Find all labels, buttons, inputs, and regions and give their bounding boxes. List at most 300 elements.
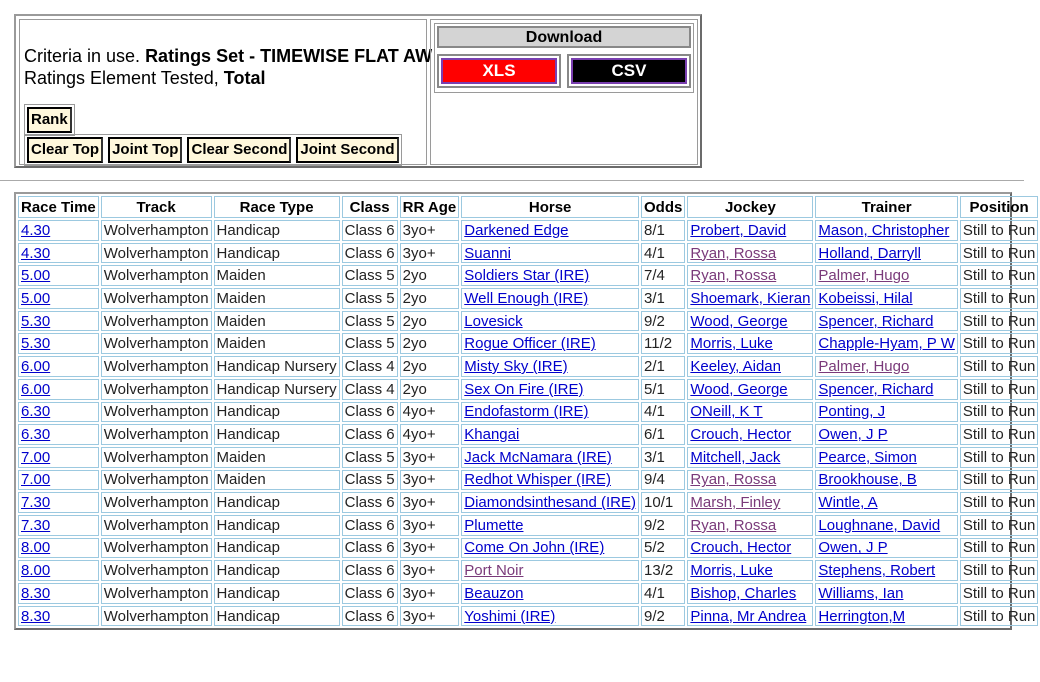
csv-label: CSV	[611, 61, 647, 80]
rr-age-cell: 3yo+	[400, 606, 460, 627]
odds-cell: 10/1	[641, 492, 685, 513]
position-cell: Still to Run	[960, 356, 1039, 377]
odds-cell: 5/1	[641, 379, 685, 400]
header-class: Class	[342, 196, 398, 218]
class-cell: Class 5	[342, 311, 398, 332]
rr-age-cell: 2yo	[400, 333, 460, 354]
race-time-link[interactable]: 8.30	[21, 584, 51, 602]
class-cell: Class 4	[342, 379, 398, 400]
race-time-link[interactable]: 7.30	[21, 516, 51, 534]
jockey-link[interactable]: Crouch, Hector	[690, 426, 792, 444]
jockey-cell	[687, 220, 813, 241]
horse-link[interactable]: Rogue Officer (IRE)	[464, 335, 596, 353]
criteria-box	[19, 19, 433, 165]
table-row	[18, 606, 1038, 627]
track-cell: Wolverhampton	[101, 379, 212, 400]
track-cell: Wolverhampton	[101, 470, 212, 491]
horse-link[interactable]: Darkened Edge	[464, 221, 569, 239]
table-row	[18, 470, 1038, 491]
race-time-link[interactable]: 4.30	[21, 244, 51, 262]
jockey-link[interactable]: Keeley, Aidan	[690, 357, 781, 375]
track-cell: Wolverhampton	[101, 311, 212, 332]
trainer-link[interactable]: Stephens, Robert	[818, 562, 936, 580]
jockey-link[interactable]: Ryan, Rossa	[690, 267, 777, 285]
trainer-cell	[815, 288, 957, 309]
rr-age-cell: 3yo+	[400, 515, 460, 536]
horse-link[interactable]: Come On John (IRE)	[464, 539, 605, 557]
race-time-link[interactable]: 5.30	[21, 312, 51, 330]
horse-cell	[461, 220, 639, 241]
trainer-link[interactable]: Mason, Christopher	[818, 221, 950, 239]
race-time-link[interactable]: 8.30	[21, 607, 51, 625]
horse-cell	[461, 333, 639, 354]
horse-link[interactable]: Redhot Whisper (IRE)	[464, 471, 611, 489]
table-row	[18, 424, 1038, 445]
race-type-cell: Handicap	[214, 606, 340, 627]
results-body	[18, 220, 1038, 626]
class-cell: Class 6	[342, 243, 398, 264]
race-time-link[interactable]: 6.00	[21, 380, 51, 398]
race-type-cell: Handicap	[214, 492, 340, 513]
race-time-link[interactable]: 6.30	[21, 403, 51, 421]
jockey-link[interactable]: Pinna, Mr Andrea	[690, 607, 807, 625]
table-row	[18, 288, 1038, 309]
horse-cell	[461, 379, 639, 400]
horse-link[interactable]: Khangai	[464, 426, 520, 444]
trainer-link[interactable]: Wintle, A	[818, 494, 878, 512]
header-track: Track	[101, 196, 212, 218]
jockey-link[interactable]: Crouch, Hector	[690, 539, 792, 557]
table-row	[18, 447, 1038, 468]
jockey-cell	[687, 265, 813, 286]
track-cell: Wolverhampton	[101, 356, 212, 377]
class-cell: Class 6	[342, 606, 398, 627]
race-time-cell	[18, 424, 99, 445]
header-jockey: Jockey	[687, 196, 813, 218]
race-type-cell: Handicap	[214, 515, 340, 536]
rank-button[interactable]: Rank	[27, 107, 72, 133]
horse-cell	[461, 515, 639, 536]
position-cell: Still to Run	[960, 447, 1039, 468]
position-cell: Still to Run	[960, 220, 1039, 241]
position-filter-box	[24, 134, 402, 166]
horse-cell	[461, 424, 639, 445]
rank-button-box	[24, 104, 75, 136]
results-table-container	[14, 192, 1036, 630]
class-cell: Class 6	[342, 538, 398, 559]
position-cell: Still to Run	[960, 288, 1039, 309]
horse-cell	[461, 402, 639, 423]
race-time-link[interactable]: 4.30	[21, 221, 51, 239]
header-odds: Odds	[641, 196, 685, 218]
header-position: Position	[960, 196, 1039, 218]
class-cell: Class 6	[342, 515, 398, 536]
jockey-cell	[687, 447, 813, 468]
position-cell: Still to Run	[960, 560, 1039, 581]
race-type-cell: Maiden	[214, 288, 340, 309]
position-cell: Still to Run	[960, 333, 1039, 354]
jockey-link[interactable]: Ryan, Rossa	[690, 471, 777, 489]
trainer-link[interactable]: Owen, J P	[818, 539, 888, 557]
table-row	[18, 356, 1038, 377]
race-type-cell: Maiden	[214, 311, 340, 332]
jockey-cell	[687, 379, 813, 400]
race-type-cell: Maiden	[214, 333, 340, 354]
table-header-row	[18, 196, 1038, 218]
race-type-cell: Handicap	[214, 402, 340, 423]
trainer-link[interactable]: Chapple-Hyam, P W	[818, 335, 955, 353]
trainer-link[interactable]: Ponting, J	[818, 403, 886, 421]
race-time-cell	[18, 560, 99, 581]
ratings-set-value: Ratings Set - TIMEWISE FLAT AW	[145, 46, 433, 66]
race-type-cell: Handicap Nursery	[214, 356, 340, 377]
race-time-link[interactable]: 5.00	[21, 289, 51, 307]
track-cell: Wolverhampton	[101, 402, 212, 423]
track-cell: Wolverhampton	[101, 333, 212, 354]
odds-cell: 7/4	[641, 265, 685, 286]
criteria-ratings-set	[24, 46, 432, 67]
race-type-cell: Handicap	[214, 560, 340, 581]
class-cell: Class 6	[342, 492, 398, 513]
clear-second-button[interactable]: Clear Second	[187, 137, 291, 163]
joint-top-button[interactable]: Joint Top	[108, 137, 182, 163]
race-type-cell: Maiden	[214, 470, 340, 491]
position-cell: Still to Run	[960, 243, 1039, 264]
position-cell: Still to Run	[960, 492, 1039, 513]
horse-cell	[461, 538, 639, 559]
horse-cell	[461, 447, 639, 468]
jockey-link[interactable]: Shoemark, Kieran	[690, 289, 811, 307]
jockey-cell	[687, 606, 813, 627]
horse-cell	[461, 606, 639, 627]
jockey-cell	[687, 492, 813, 513]
jockey-link[interactable]: Marsh, Finley	[690, 494, 781, 512]
jockey-link[interactable]: Wood, George	[690, 312, 788, 330]
horse-cell	[461, 311, 639, 332]
download-title: Download	[437, 26, 691, 48]
jockey-cell	[687, 470, 813, 491]
horse-link[interactable]: Plumette	[464, 516, 524, 534]
header-horse: Horse	[461, 196, 639, 218]
trainer-cell	[815, 333, 957, 354]
trainer-cell	[815, 492, 957, 513]
joint-second-button[interactable]: Joint Second	[296, 137, 398, 163]
trainer-cell	[815, 470, 957, 491]
jockey-cell	[687, 402, 813, 423]
horse-link[interactable]: Endofastorm (IRE)	[464, 403, 589, 421]
table-row	[18, 560, 1038, 581]
trainer-link[interactable]: Owen, J P	[818, 426, 888, 444]
odds-cell: 3/1	[641, 447, 685, 468]
horse-link[interactable]: Lovesick	[464, 312, 523, 330]
horse-link[interactable]: Port Noir	[464, 562, 524, 580]
class-cell: Class 5	[342, 447, 398, 468]
class-cell: Class 6	[342, 583, 398, 604]
position-cell: Still to Run	[960, 470, 1039, 491]
position-cell: Still to Run	[960, 265, 1039, 286]
race-time-cell	[18, 583, 99, 604]
rr-age-cell: 3yo+	[400, 220, 460, 241]
header-trainer: Trainer	[815, 196, 957, 218]
race-time-link[interactable]: 8.00	[21, 539, 51, 557]
class-cell: Class 6	[342, 220, 398, 241]
table-row	[18, 311, 1038, 332]
race-time-link[interactable]: 7.00	[21, 471, 51, 489]
horse-link[interactable]: Sex On Fire (IRE)	[464, 380, 584, 398]
position-cell: Still to Run	[960, 379, 1039, 400]
track-cell: Wolverhampton	[101, 288, 212, 309]
race-time-link[interactable]: 5.30	[21, 335, 51, 353]
jockey-link[interactable]: Ryan, Rossa	[690, 516, 777, 534]
horse-link[interactable]: Misty Sky (IRE)	[464, 357, 568, 375]
jockey-link[interactable]: ONeill, K T	[690, 403, 763, 421]
race-time-cell	[18, 515, 99, 536]
trainer-cell	[815, 515, 957, 536]
trainer-cell	[815, 265, 957, 286]
horse-link[interactable]: Jack McNamara (IRE)	[464, 448, 612, 466]
rr-age-cell: 3yo+	[400, 470, 460, 491]
header-race-time: Race Time	[18, 196, 99, 218]
xls-label: XLS	[482, 61, 516, 80]
trainer-link[interactable]: Spencer, Richard	[818, 312, 934, 330]
table-row	[18, 515, 1038, 536]
odds-cell: 3/1	[641, 288, 685, 309]
horse-cell	[461, 583, 639, 604]
table-row	[18, 333, 1038, 354]
download-inner	[434, 23, 694, 93]
race-type-cell: Handicap	[214, 538, 340, 559]
rr-age-cell: 3yo+	[400, 447, 460, 468]
jockey-cell	[687, 356, 813, 377]
horse-link[interactable]: Beauzon	[464, 584, 524, 602]
position-cell: Still to Run	[960, 538, 1039, 559]
race-time-cell	[18, 492, 99, 513]
jockey-cell	[687, 583, 813, 604]
odds-cell: 2/1	[641, 356, 685, 377]
horse-link[interactable]: Yoshimi (IRE)	[464, 607, 556, 625]
class-cell: Class 4	[342, 356, 398, 377]
trainer-link[interactable]: Brookhouse, B	[818, 471, 917, 489]
trainer-link[interactable]: Herrington,M	[818, 607, 906, 625]
odds-cell: 13/2	[641, 560, 685, 581]
race-type-cell: Maiden	[214, 265, 340, 286]
rr-age-cell: 2yo	[400, 379, 460, 400]
odds-cell: 8/1	[641, 220, 685, 241]
track-cell: Wolverhampton	[101, 265, 212, 286]
rr-age-cell: 2yo	[400, 356, 460, 377]
table-row	[18, 402, 1038, 423]
race-time-cell	[18, 538, 99, 559]
jockey-cell	[687, 538, 813, 559]
rr-age-cell: 2yo	[400, 288, 460, 309]
rr-age-cell: 2yo	[400, 265, 460, 286]
class-cell: Class 5	[342, 265, 398, 286]
position-cell: Still to Run	[960, 606, 1039, 627]
horse-cell	[461, 356, 639, 377]
download-box	[430, 19, 698, 165]
horse-link[interactable]: Suanni	[464, 244, 511, 262]
odds-cell: 11/2	[641, 333, 685, 354]
jockey-link[interactable]: Mitchell, Jack	[690, 448, 781, 466]
trainer-link[interactable]: Loughnane, David	[818, 516, 941, 534]
element-prefix: Ratings Element Tested,	[24, 68, 219, 88]
rr-age-cell: 3yo+	[400, 560, 460, 581]
odds-cell: 9/2	[641, 606, 685, 627]
criteria-download-panel	[14, 14, 702, 168]
jockey-cell	[687, 288, 813, 309]
odds-cell: 9/2	[641, 311, 685, 332]
trainer-cell	[815, 424, 957, 445]
table-row	[18, 583, 1038, 604]
header-race-type: Race Type	[214, 196, 340, 218]
odds-cell: 4/1	[641, 583, 685, 604]
race-time-link[interactable]: 5.00	[21, 267, 51, 285]
table-row	[18, 220, 1038, 241]
jockey-link[interactable]: Wood, George	[690, 380, 788, 398]
track-cell: Wolverhampton	[101, 243, 212, 264]
trainer-cell	[815, 447, 957, 468]
trainer-link[interactable]: Palmer, Hugo	[818, 357, 910, 375]
rr-age-cell: 4yo+	[400, 402, 460, 423]
element-value: Total	[223, 68, 266, 88]
position-cell: Still to Run	[960, 515, 1039, 536]
jockey-cell	[687, 311, 813, 332]
horse-cell	[461, 243, 639, 264]
class-cell: Class 6	[342, 560, 398, 581]
trainer-cell	[815, 379, 957, 400]
race-time-link[interactable]: 7.30	[21, 494, 51, 512]
horse-link[interactable]: Soldiers Star (IRE)	[464, 267, 590, 285]
position-cell: Still to Run	[960, 583, 1039, 604]
trainer-cell	[815, 560, 957, 581]
clear-top-button[interactable]: Clear Top	[27, 137, 103, 163]
track-cell: Wolverhampton	[101, 606, 212, 627]
trainer-cell	[815, 356, 957, 377]
track-cell: Wolverhampton	[101, 424, 212, 445]
track-cell: Wolverhampton	[101, 583, 212, 604]
trainer-link[interactable]: Pearce, Simon	[818, 448, 917, 466]
trainer-cell	[815, 538, 957, 559]
trainer-cell	[815, 311, 957, 332]
jockey-link[interactable]: Morris, Luke	[690, 335, 773, 353]
race-time-cell	[18, 333, 99, 354]
header-rr-age: RR Age	[400, 196, 460, 218]
rr-age-cell: 3yo+	[400, 492, 460, 513]
race-time-cell	[18, 356, 99, 377]
race-time-link[interactable]: 6.00	[21, 357, 51, 375]
class-cell: Class 5	[342, 470, 398, 491]
trainer-link[interactable]: Williams, Ian	[818, 584, 904, 602]
class-cell: Class 6	[342, 424, 398, 445]
race-time-link[interactable]: 8.00	[21, 562, 51, 580]
table-row	[18, 538, 1038, 559]
race-type-cell: Handicap	[214, 583, 340, 604]
odds-cell: 4/1	[641, 243, 685, 264]
position-cell: Still to Run	[960, 311, 1039, 332]
odds-cell: 5/2	[641, 538, 685, 559]
race-time-link[interactable]: 6.30	[21, 426, 51, 444]
race-time-cell	[18, 402, 99, 423]
horse-link[interactable]: Well Enough (IRE)	[464, 289, 589, 307]
race-type-cell: Handicap	[214, 243, 340, 264]
race-time-cell	[18, 379, 99, 400]
race-time-cell	[18, 220, 99, 241]
csv-download-button[interactable]	[567, 54, 691, 88]
trainer-link[interactable]: Spencer, Richard	[818, 380, 934, 398]
jockey-cell	[687, 243, 813, 264]
odds-cell: 4/1	[641, 402, 685, 423]
jockey-cell	[687, 424, 813, 445]
trainer-link[interactable]: Holland, Darryll	[818, 244, 921, 262]
race-time-cell	[18, 265, 99, 286]
horse-cell	[461, 560, 639, 581]
table-row	[18, 243, 1038, 264]
horse-cell	[461, 492, 639, 513]
criteria-prefix: Criteria in use.	[24, 46, 141, 66]
horse-link[interactable]: Diamondsinthesand (IRE)	[464, 494, 637, 512]
trainer-cell	[815, 220, 957, 241]
rr-age-cell: 3yo+	[400, 583, 460, 604]
trainer-cell	[815, 606, 957, 627]
table-row	[18, 379, 1038, 400]
criteria-ratings-element	[24, 68, 265, 89]
race-time-cell	[18, 470, 99, 491]
race-time-link[interactable]: 7.00	[21, 448, 51, 466]
jockey-cell	[687, 333, 813, 354]
jockey-link[interactable]: Bishop, Charles	[690, 584, 797, 602]
jockey-link[interactable]: Probert, David	[690, 221, 787, 239]
jockey-cell	[687, 560, 813, 581]
class-cell: Class 6	[342, 402, 398, 423]
xls-download-button[interactable]	[437, 54, 561, 88]
track-cell: Wolverhampton	[101, 492, 212, 513]
position-cell: Still to Run	[960, 424, 1039, 445]
jockey-link[interactable]: Morris, Luke	[690, 562, 773, 580]
odds-cell: 9/2	[641, 515, 685, 536]
track-cell: Wolverhampton	[101, 515, 212, 536]
race-type-cell: Handicap Nursery	[214, 379, 340, 400]
table-row	[18, 492, 1038, 513]
track-cell: Wolverhampton	[101, 220, 212, 241]
table-row	[18, 265, 1038, 286]
rr-age-cell: 3yo+	[400, 243, 460, 264]
track-cell: Wolverhampton	[101, 538, 212, 559]
trainer-cell	[815, 402, 957, 423]
track-cell: Wolverhampton	[101, 447, 212, 468]
rr-age-cell: 3yo+	[400, 538, 460, 559]
odds-cell: 6/1	[641, 424, 685, 445]
position-cell: Still to Run	[960, 402, 1039, 423]
rr-age-cell: 4yo+	[400, 424, 460, 445]
race-time-cell	[18, 288, 99, 309]
class-cell: Class 5	[342, 288, 398, 309]
odds-cell: 9/4	[641, 470, 685, 491]
race-time-cell	[18, 447, 99, 468]
race-time-cell	[18, 243, 99, 264]
trainer-link[interactable]: Palmer, Hugo	[818, 267, 910, 285]
class-cell: Class 5	[342, 333, 398, 354]
rr-age-cell: 2yo	[400, 311, 460, 332]
trainer-cell	[815, 583, 957, 604]
horse-cell	[461, 470, 639, 491]
horse-cell	[461, 288, 639, 309]
trainer-link[interactable]: Kobeissi, Hilal	[818, 289, 913, 307]
jockey-link[interactable]: Ryan, Rossa	[690, 244, 777, 262]
jockey-cell	[687, 515, 813, 536]
race-type-cell: Maiden	[214, 447, 340, 468]
divider	[0, 180, 1024, 181]
horse-cell	[461, 265, 639, 286]
